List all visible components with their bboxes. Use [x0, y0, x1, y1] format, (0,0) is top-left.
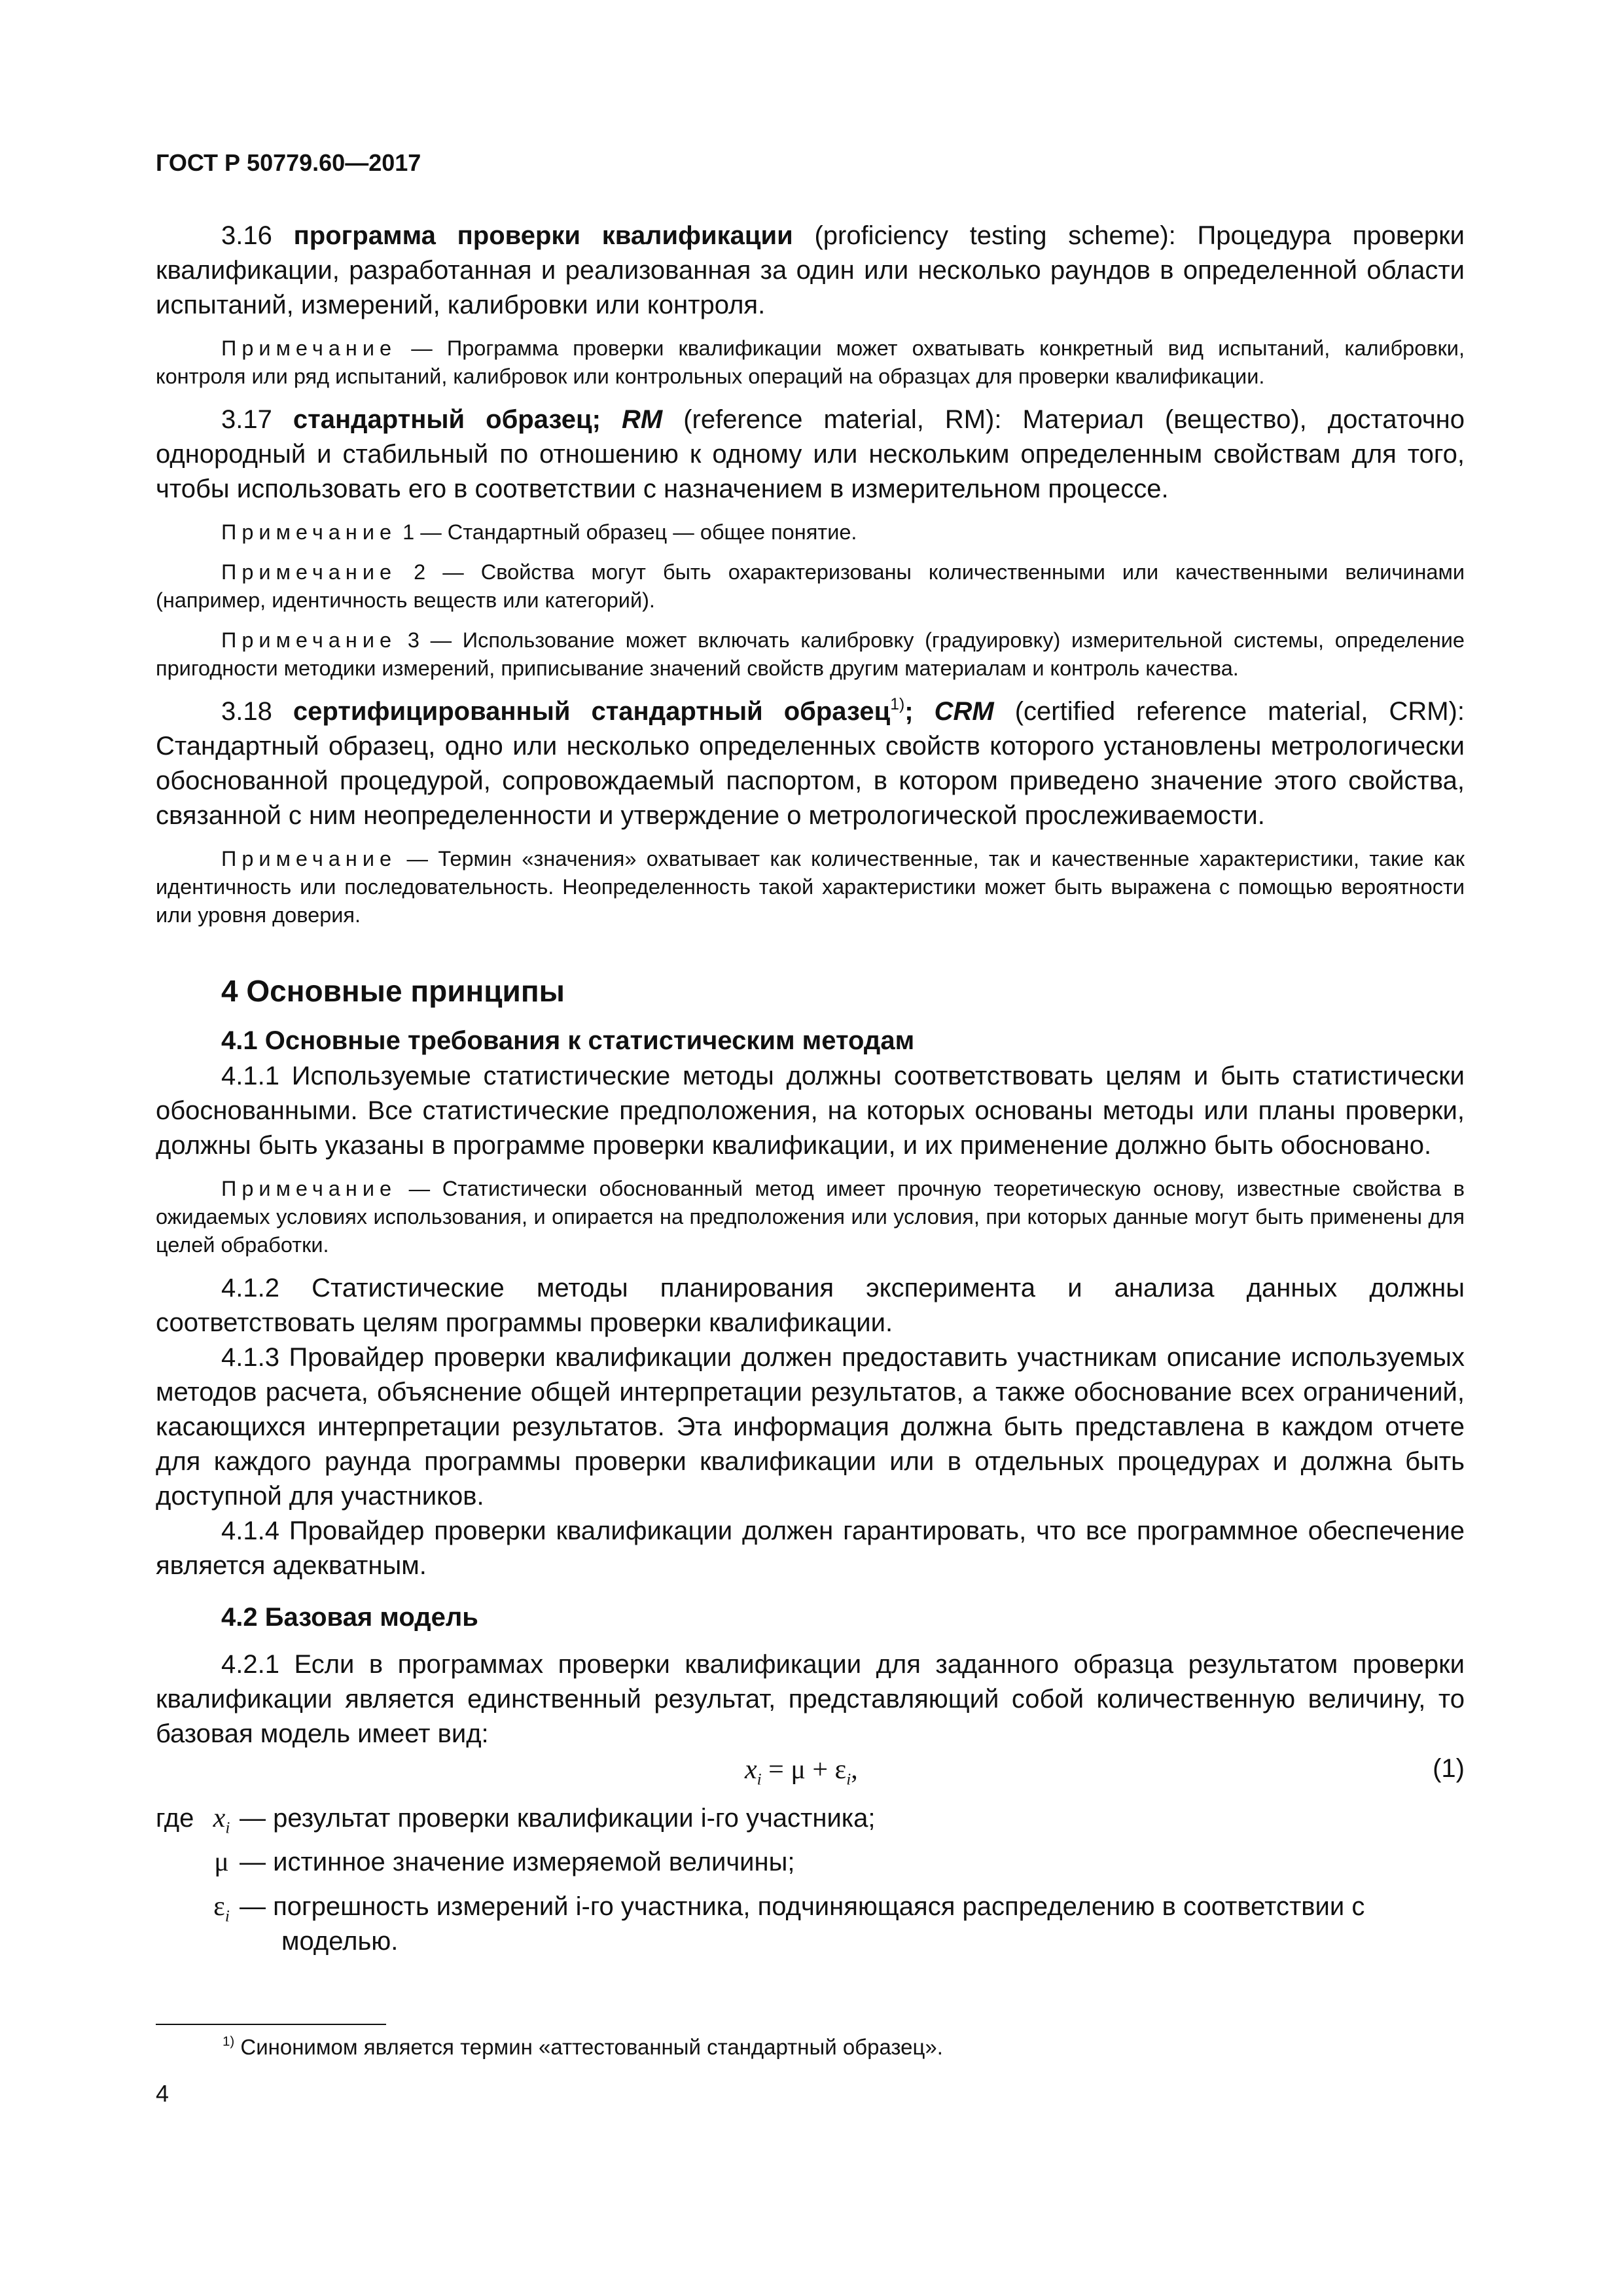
- symbol-description: — результат проверки квалификации i-го участника;: [240, 1804, 876, 1833]
- note-3-16: [156, 334, 1465, 391]
- formula-number: (1): [1433, 1754, 1465, 1783]
- section-4-1-heading: 4.1 Основные требования к статистическим методам: [221, 1026, 915, 1055]
- clause-4-1-1: 4.1.1 Используемые статистические методы должны соответствовать целям и быть статистически обоснованными. Все статистические предположения, на которых основаны методы или планы проверки, должны быть указаны в программе проверки квалификации, и их применение должно быть обосновано.: [156, 1062, 1465, 1160]
- clause-number: 3.18: [221, 697, 272, 726]
- definition: (reference material, RM): Материал (вещество), достаточно однородный и стабильный по отношению к одному или нескольким определенным свойствам для того, чтобы использовать его в соответствии с назначением в измерительном процессе.: [156, 405, 1465, 503]
- clause-4-2-1: 4.2.1 Если в программах проверки квалификации для заданного образца результатом проверки квалификации является единственный результат, представляющий собой количественную величину, то базовая модель имеет вид:: [156, 1650, 1465, 1748]
- footnote: [223, 2033, 943, 2062]
- clause-4-1-2: 4.1.2 Статистические методы планирования эксперимента и анализа данных должны соответствовать целям программы проверки квалификации.: [156, 1274, 1465, 1337]
- abbreviation: RM: [621, 405, 663, 434]
- term: программа проверки квалификации: [293, 221, 793, 250]
- definition: (proficiency testing scheme): Процедура проверки квалификации, разработанная и реализованная за один или несколько раундов в определенной области испытаний, измерений, калибровки или контроля.: [156, 221, 1465, 319]
- symbol-row: [156, 1890, 1465, 1959]
- separator: ;: [904, 697, 914, 726]
- clause-3-17: [156, 403, 1465, 507]
- symbol: $x_i$: [213, 1803, 230, 1837]
- clause-3-16: [156, 219, 1465, 323]
- note-text: 1 — Стандартный образец — общее понятие.: [402, 520, 857, 544]
- clause-3-18: [156, 694, 1465, 833]
- page-number: 4: [156, 2080, 169, 2107]
- note-text: — Термин «значения» охватывает как количественные, так и качественные характеристики, такие как идентичность или последовательность. Неопределенность такой характеристики может быть выражена с помощью вероятности или уровня доверия.: [156, 847, 1465, 927]
- note-3-17-1: [156, 518, 1465, 547]
- note-label: Примечание: [221, 628, 397, 652]
- clause-4-1-4: 4.1.4 Провайдер проверки квалификации должен гарантировать, что все программное обеспечение является адекватным.: [156, 1516, 1465, 1580]
- note-text: — Статистически обоснованный метод имеет прочную теоретическую основу, известные свойства в ожидаемых условиях использования, и опирается на предположения или условия, при которых данные могут быть применены для целей обработки.: [156, 1177, 1465, 1257]
- symbol-explanations: [156, 1801, 1465, 1959]
- symbol: μ: [214, 1847, 229, 1878]
- note-3-17-2: [156, 558, 1465, 615]
- formula-expression: $x_i = \mu + \varepsilon_i$,: [745, 1755, 858, 1789]
- abbreviation: CRM: [934, 697, 994, 726]
- term: стандартный образец;: [293, 405, 601, 434]
- note-text: 2 — Свойства могут быть охарактеризованы количественными или качественными величинами (например, идентичность веществ или категорий).: [156, 560, 1465, 612]
- where-word: где: [156, 1804, 194, 1833]
- note-label: Примечание: [221, 560, 397, 584]
- footnote-text: Синонимом является термин «аттестованный стандартный образец».: [240, 2035, 943, 2059]
- note-4-1-1: [156, 1175, 1465, 1259]
- clause-number: 3.17: [221, 405, 272, 434]
- definition: (certified reference material, CRM): Стандартный образец, одно или несколько определенных свойств которого установлены метрологически обоснованной процедурой, сопровождаемый паспортом, в котором приведено значение этого свойства, связанной с ним неопределенности и утверждение о метрологической прослеживаемости.: [156, 697, 1465, 830]
- note-label: Примечание: [221, 520, 397, 544]
- note-text: — Программа проверки квалификации может охватывать конкретный вид испытаний, калибровки, контроля или ряд испытаний, калибровок или контрольных операций на образцах для проверки квалификации.: [156, 336, 1465, 388]
- note-3-17-3: [156, 626, 1465, 683]
- clause-number: 3.16: [221, 221, 272, 250]
- section-4-heading: 4 Основные принципы: [221, 974, 565, 1008]
- symbol-description: — погрешность измерений i-го участника, подчиняющаяся распределению в соответствии с моделью.: [240, 1892, 1365, 1956]
- footnote-mark: 1): [223, 2034, 235, 2049]
- note-label: Примечание: [221, 336, 397, 360]
- symbol-row: [156, 1845, 1465, 1889]
- section-4-2-heading: 4.2 Базовая модель: [221, 1603, 478, 1632]
- symbol-row: [156, 1801, 1465, 1845]
- formula-1: [156, 1754, 1465, 1795]
- standard-header: ГОСТ Р 50779.60—2017: [156, 149, 421, 176]
- footnote-mark: 1): [890, 695, 905, 713]
- note-label: Примечание: [221, 1177, 397, 1200]
- symbol: $\varepsilon_i$: [213, 1891, 230, 1926]
- clause-4-1-3: 4.1.3 Провайдер проверки квалификации должен предоставить участникам описание используемых методов расчета, объяснение общей интерпретации результатов, а также обоснование всех ограничений, касающихся интерпретации результатов. Эта информация должна быть представлена в каждом отчете для каждого раунда программы проверки квалификации или в отдельных процедурах и должна быть доступной для участников.: [156, 1343, 1465, 1511]
- note-3-18: [156, 845, 1465, 929]
- term: сертифицированный стандартный образец: [293, 697, 891, 726]
- note-text: 3 — Использование может включать калибровку (градуировку) измерительной системы, определение пригодности методики измерений, приписывание значений свойств другим материалам и контроль качества.: [156, 628, 1465, 680]
- symbol-description: — истинное значение измеряемой величины;: [240, 1848, 795, 1877]
- footnote-separator: [156, 2024, 386, 2025]
- note-label: Примечание: [221, 847, 397, 870]
- page-content: [156, 219, 1465, 1959]
